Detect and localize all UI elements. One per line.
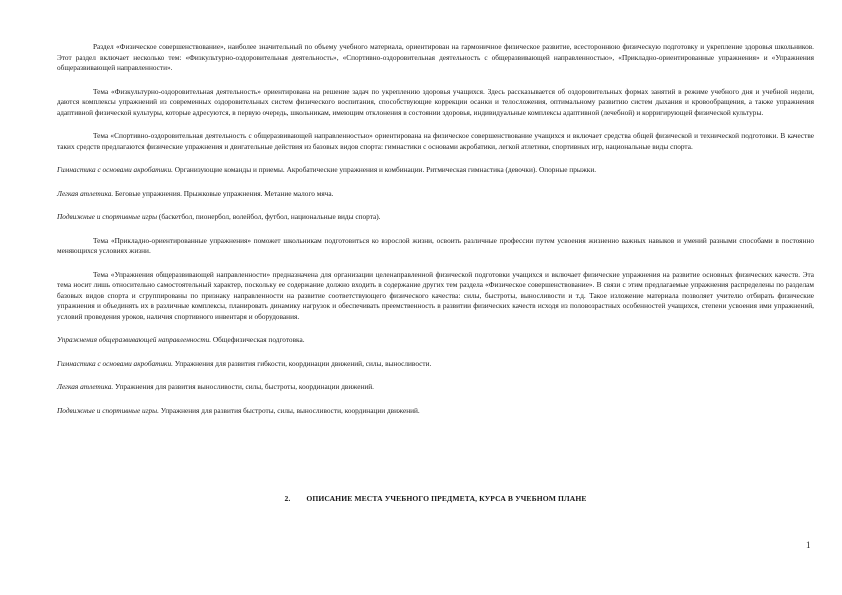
paragraph-text: Беговые упражнения. Прыжковые упражнения. Метание малого мяча. bbox=[113, 188, 334, 198]
paragraph-lead: Упражнения общеразвивающей направленности. bbox=[57, 335, 212, 344]
section-number: 2. bbox=[284, 494, 291, 503]
paragraph-sport-health bbox=[57, 131, 814, 152]
paragraph-applied bbox=[57, 236, 814, 257]
paragraph-games bbox=[57, 212, 814, 223]
paragraph-general-exercises bbox=[57, 335, 814, 346]
paragraph-text: (баскетбол, пионербол, волейбол, футбол, национальные виды спорта). bbox=[157, 212, 381, 221]
paragraph-text: Упражнения для развития гибкости, координации движений, силы, выносливости. bbox=[172, 358, 432, 368]
paragraph-text: Раздел «Физическое совершенствование», наиболее значительный по объему учебного материала, ориентирован на гармоничное физическое развитие, всестороннюю физическую подготовку и укрепление здоровья школьников. Этот раздел включает несколько тем: «Физкультурно-оздоровительная деятельность», «Спортивно-оздоровительная деятельность с общеразвивающей направленностью», «Прикладно-ориентированные упражнения» и «Упражнения общеразвивающей направленности». bbox=[57, 42, 814, 72]
paragraph-athletics bbox=[57, 189, 814, 200]
paragraph-general-development bbox=[57, 270, 814, 323]
paragraph-text: Организующие команды и приемы. Акробатические упражнения и комбинации. Ритмическая гимнастика (девочки). Опорные прыжки. bbox=[172, 165, 597, 174]
paragraph-text: Тема «Упражнения общеразвивающей направленности» предназначена для организации целенаправленной физической подготовки учащихся и включает физические упражнения на развитие основных физических качеств. Эта тема носит лишь относительно самостоятельный характер, поскольку ее содержание должно входить в содержание других тем раздела «Физическое совершенствование». В связи с этим предлагаемые упражнения распределены по разделам базовых видов спорта и сгруппированы по признаку направленности на развитие соответствующего физического качества: силы, быстроты, выносливости и т.д. Такое изложение материала позволяет учителю отбирать физические упражнения и объединять их в различные комплексы, планировать динамику нагрузок и обеспечивать преемственность в развитии физических качеств исходя из половозрастных особенностей учащихся, степени усвоения ими упражнений, условий проведения уроков, наличия спортивного инвентаря и оборудования. bbox=[57, 269, 814, 321]
paragraph-text: Упражнения для развития выносливости, силы, быстроты, координации движений. bbox=[113, 382, 375, 391]
paragraph-text: Тема «Прикладно-ориентированные упражнения» поможет школьникам подготовиться ко взрослой жизни, освоить различные профессии путем усвоения жизненно важных навыков и умений разными способами в постоянно меняющихся условиях жизни. bbox=[57, 235, 814, 255]
paragraph-gymnastics-exercises bbox=[57, 359, 814, 370]
section-heading bbox=[57, 494, 814, 505]
paragraph-lead: Подвижные и спортивные игры. bbox=[57, 405, 159, 415]
paragraph-text: Общефизическая подготовка. bbox=[211, 335, 305, 344]
paragraph-athletics-exercises bbox=[57, 382, 814, 393]
paragraph-games-exercises bbox=[57, 406, 814, 417]
paragraph-lead: Подвижные и спортивные игры bbox=[57, 212, 158, 221]
document-page bbox=[57, 42, 814, 503]
paragraph-lead: Легкая атлетика. bbox=[57, 188, 114, 198]
paragraph-gymnastics bbox=[57, 165, 814, 176]
page-number: 1 bbox=[806, 540, 811, 550]
paragraph-text: Тема «Спортивно-оздоровительная деятельность с общеразвивающей направленностью» ориентирована на физическое совершенствование учащихся и включает средства общей физической и технической подготовки. В качестве таких средств предлагаются физические упражнения и двигательные действия из базовых видов спорта: гимнастики с основами акробатики, легкой атлетики, спортивных игр, национальные виды спорта. bbox=[57, 131, 814, 151]
paragraph-lead: Легкая атлетика. bbox=[57, 382, 114, 391]
paragraph-lead: Гимнастика с основами акробатики. bbox=[57, 165, 173, 174]
section-title: ОПИСАНИЕ МЕСТА УЧЕБНОГО ПРЕДМЕТА, КУРСА В УЧЕБНОМ ПЛАНЕ bbox=[306, 494, 587, 503]
paragraph-section-intro bbox=[57, 42, 814, 74]
paragraph-text: Упражнения для развития быстроты, силы, выносливости, координации движений. bbox=[158, 405, 420, 415]
paragraph-text: Тема «Физкультурно-оздоровительная деятельность» ориентирована на решение задач по укреплению здоровья учащихся. Здесь рассказывается об оздоровительных формах занятий в режиме учебного дня и учебной недели, даются комплексы упражнений из современных оздоровительных систем физического воспитания, способствующие коррекции осанки и телосложения, оптимальному развитию систем дыхания и кровообращения, а также упражнения адаптивной физической культуры, которые адресуются, в первую очередь, школьникам, имеющим отклонения в состоянии здоровья, индивидуальные комплексы адаптивной (лечебной) и корригирующей физической культуры. bbox=[57, 86, 814, 117]
paragraph-fitness-health bbox=[57, 87, 814, 119]
paragraph-lead: Гимнастика с основами акробатики. bbox=[57, 358, 173, 368]
